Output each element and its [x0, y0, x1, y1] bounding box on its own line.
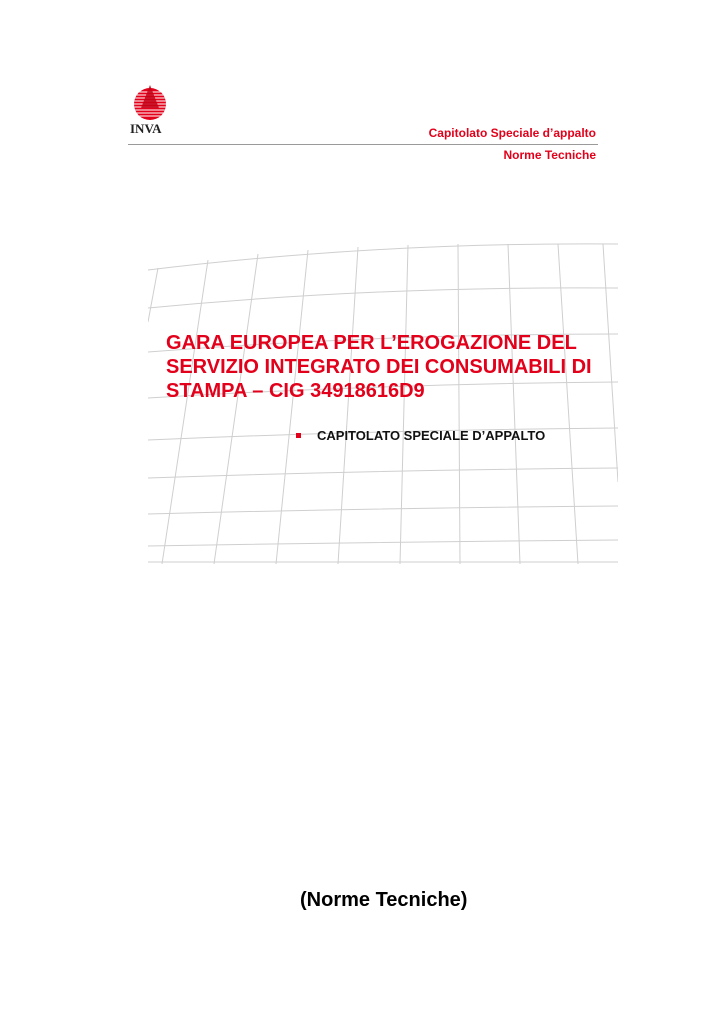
cover-title-line: STAMPA – CIG 34918616D9	[166, 380, 425, 402]
logo-mark-icon	[128, 84, 172, 120]
logo-text: INVA	[130, 121, 162, 136]
cover-bullet-item	[296, 428, 545, 443]
perspective-grid-background	[148, 242, 618, 564]
cover-title	[166, 331, 616, 403]
cover-title-line: SERVIZIO INTEGRATO DEI CONSUMABILI DI	[166, 356, 592, 378]
header-document-section: Norme Tecniche	[503, 148, 596, 162]
square-bullet-icon	[296, 433, 301, 438]
cover-bullet-text: CAPITOLATO SPECIALE D’APPALTO	[317, 428, 546, 443]
header-divider	[128, 144, 598, 145]
cover-title-line: GARA EUROPEA PER L’EROGAZIONE DEL	[166, 332, 577, 354]
cover-subtitle: (Norme Tecniche)	[300, 889, 468, 911]
header-document-type: Capitolato Speciale d’appalto	[428, 126, 596, 140]
